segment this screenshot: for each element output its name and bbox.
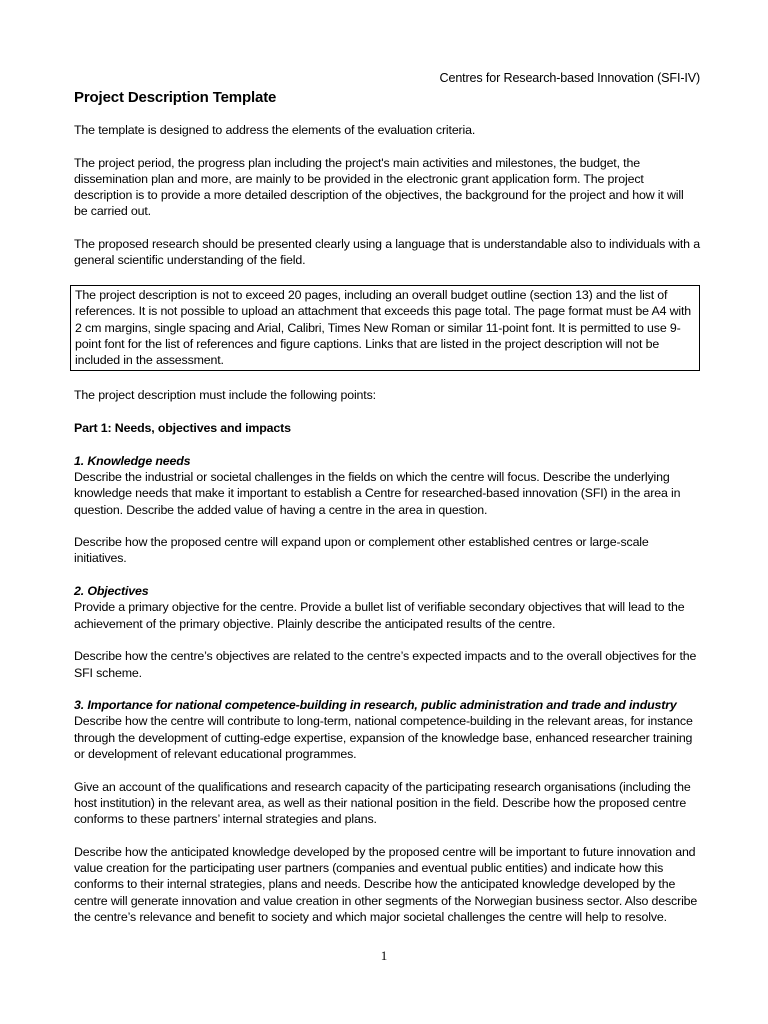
part-1-heading: Part 1: Needs, objectives and impacts [74, 421, 291, 436]
section-paragraph: Describe how the proposed centre will expand upon or complement other established centres or large-scale initiatives. [74, 535, 649, 566]
page-title: Project Description Template [74, 89, 277, 106]
intro-paragraph: The project period, the progress plan including the project's main activities and milestones, the budget, the dissemination plan and more, are mainly to be provided in the electronic grant application form. The project description is to provide a more detailed description of the objectives, the background for the project and how it will be carried out. [74, 155, 684, 219]
section-paragraph: Give an account of the qualifications and research capacity of the participating research organisations (including the host institution) in the relevant area, as well as their national position in the field. Describe how the proposed centre conforms to these partners’ internal strategies and plans. [74, 779, 691, 827]
section-paragraph: Describe how the centre’s objectives are related to the centre’s expected impacts and to the overall objectives for the SFI scheme. [74, 649, 697, 680]
program-name: Centres for Research-based Innovation (SFI-IV) [439, 71, 700, 85]
section-knowledge-needs [74, 453, 700, 518]
page-number: 1 [380, 948, 388, 963]
section-paragraph: Describe how the anticipated knowledge developed by the proposed centre will be important to future innovation and value creation for the participating user partners (companies and eventual public entities) and indicate how this conforms to their internal strategies, plans and needs. Describe how the anticipated knowledge developed by the centre will generate innovation and value creation in other segments of the Norwegian business sector. Also describe the centre’s relevance and benefit to society and which major societal challenges the centre will help to resolve. [74, 844, 698, 924]
section-paragraph: Provide a primary objective for the centre. Provide a bullet list of verifiable secondary objectives that will lead to the achievement of the primary objective. Plainly describe the anticipated results of the centre. [74, 600, 685, 631]
points-intro: The project description must include the following points: [74, 388, 376, 403]
intro-paragraph: The template is designed to address the elements of the evaluation criteria. [74, 123, 476, 137]
section-paragraph: Describe the industrial or societal challenges in the fields on which the centre will focus. Describe the underlying knowledge needs that make it important to establish a Centre for researched-based innovation (SFI) in the area in question. Describe the added value of having a centre in the area in question. [74, 469, 681, 517]
section-heading: 1. Knowledge needs [74, 453, 191, 468]
intro-paragraph: The proposed research should be presented clearly using a language that is understandable also to individuals with a general scientific understanding of the field. [74, 237, 700, 268]
section-objectives [74, 583, 700, 632]
section-heading: 3. Importance for national competence-building in research, public administration and trade and industry [74, 698, 677, 713]
document-page [74, 70, 700, 942]
section-heading: 2. Objectives [74, 584, 149, 599]
page-limit-notice-box: The project description is not to exceed 20 pages, including an overall budget outline (section 13) and the list of references. It is not possible to upload an attachment that exceeds this page total. The page format must be A4 with 2 cm margins, single spacing and Arial, Calibri, Times New Roman or similar 11-point font. It is permitted to use 9-point font for the list of references and figure captions. Links that are listed in the project description will not be included in the assessment. [70, 285, 700, 371]
section-competence-building [74, 697, 700, 762]
section-paragraph: Describe how the centre will contribute to long-term, national competence-building in the relevant areas, for instance through the development of cutting-edge expertise, expansion of the knowledge base, enhanced researcher training or development of relevant educational programmes. [74, 714, 693, 761]
